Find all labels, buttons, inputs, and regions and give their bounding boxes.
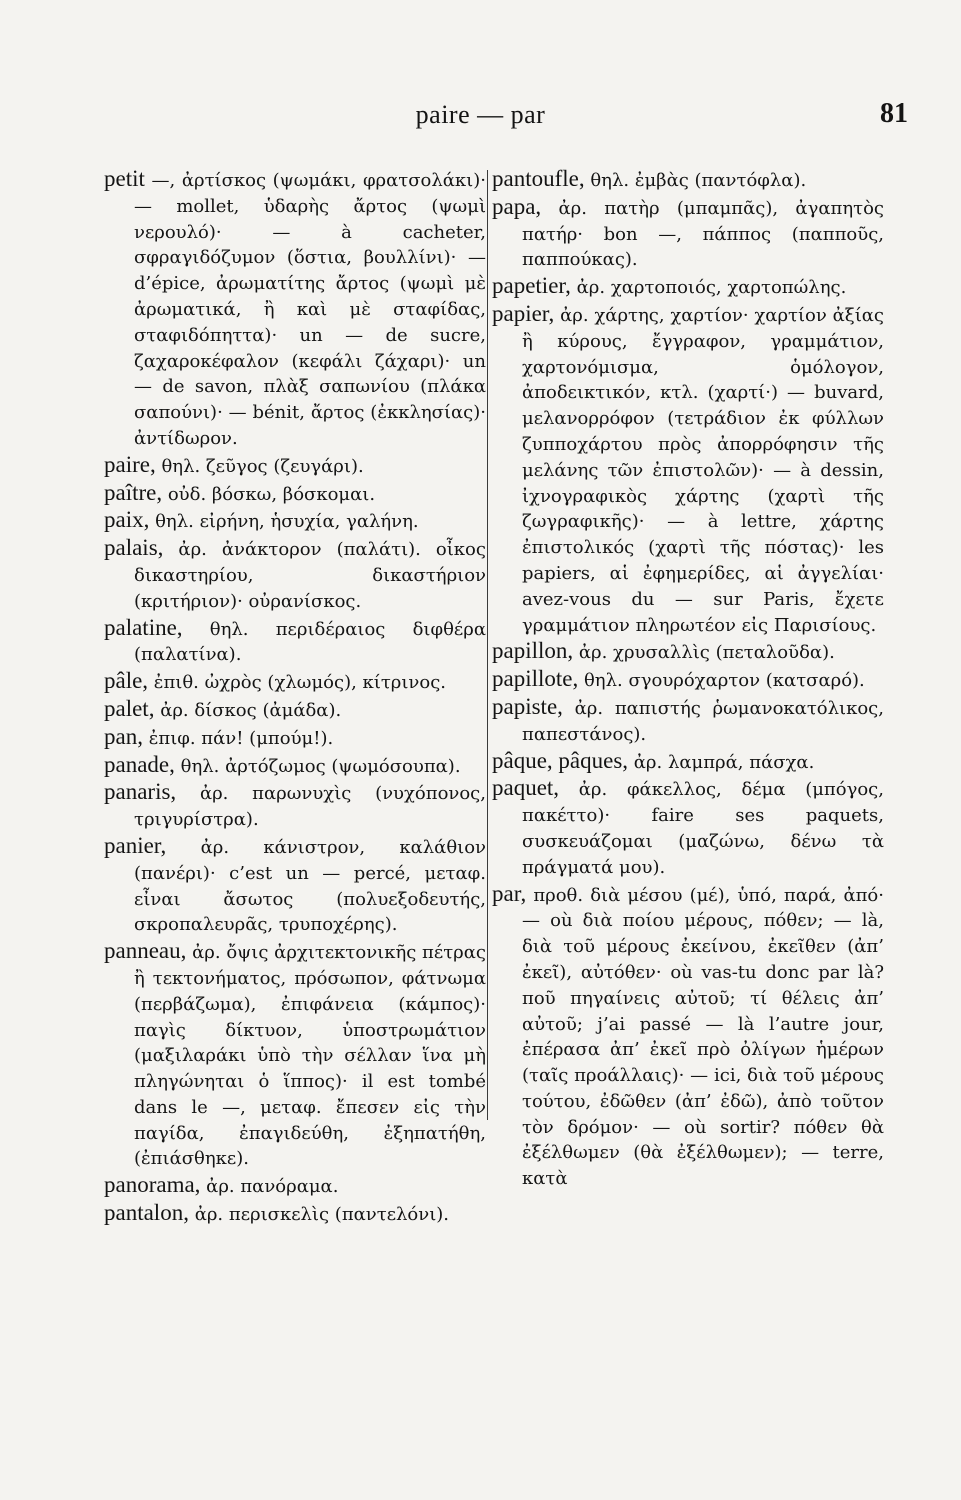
definition: ἀρ. παπιστής ῥωμανοκατόλικος, παπεστάνος).: [522, 697, 884, 745]
headword: papillon,: [492, 638, 574, 664]
definition: προθ. διὰ μέσου (μέ), ὑπό, παρά, ἀπό· — où διὰ ποίου μέρους, πόθεν; — là, διὰ τοῦ μέρους ἐκείνου, ἐκεῖθεν (ἀπ’ ἐκεῖ), αὐτόθεν· où vas-tu donc par là? ποῦ πηγαίνεις αὐτοῦ; τί θέλεις ἀπ’ αὐτοῦ; j’ai passé — là l’autre jour, ἐπέρασα ἀπ’ ἐκεῖ πρὸ ὀλίγων ἡμέρων (ταῖς προάλλαις)· — ici, διὰ τοῦ μέρους τούτου, ἐδῶθεν (ἀπ’ ἐδῶ), ἀπὸ τοῦτον τὸν δρόμον· — où sortir? πόθεν θὰ ἐξέλθωμεν (θὰ ἐξέλθωμεν); — terre, κατὰ: [522, 884, 884, 1190]
headword: panorama,: [104, 1172, 201, 1198]
definition: ἀρ. φάκελλος, δέμα (μπόγος, πακέττο)· faire ses paquets, συσκευάζομαι (μαζώνω, δένω τὰ πράγματά μου).: [522, 779, 884, 878]
definition: ἀρ. ὄψις ἀρχιτεκτονικῆς πέτρας ἢ τεκτονήματος, πρόσωπον, φάτνωμα (περβάζωμα), ἐπιφάνεια (κάμπος)· παγὶς δίκτυον, ὑποστρωμάτιον (μαξιλαράκι ὑπὸ τὴν σέλλαν ἵνα μὴ πληγώνηται ὁ ἵππος)· il est tombé dans le —, μεταφ. ἔπεσεν εἰς τὴν παγίδα, ἐπαγιδεύθη, ἐξηπατήθη, (ἐπιάσθηκε).: [134, 942, 486, 1170]
entry-palet: [104, 696, 486, 724]
entry-pan: [104, 724, 486, 752]
definition: ἀρ. παρωνυχὶς (νυχόπονος, τριγυρίστρα).: [134, 783, 486, 831]
definition: ἀρ. πατὴρ (μπαμπᾶς), ἀγαπητὸς πατήρ· bon —, πάππος (παπποῦς, παππούκας).: [522, 197, 884, 271]
headword: papillote,: [492, 666, 579, 692]
entry-panneau: [104, 938, 486, 1172]
definition: ἀρ. χάρτης, χαρτίον· χαρτίον ἀξίας ἢ κύρους, ἔγγραφον, γραμμάτιον, χαρτονόμισμα, ὁμόλογον, ἀποδεικτικόν, κτλ. (χαρτί·) — buvard, μελανορρόφον (τετράδιον ἐκ φύλλων ζυπποχάρτου πρὸς ἀπορρόφησιν τῆς μελάνης τῶν ἐπιστολῶν)· — à dessin, ἰχνογραφικὸς χάρτης (χαρτὶ τῆς ζωγραφικῆς)· — à lettre, χάρτης ἐπιστολικός (χαρτὶ τῆς πόστας)· les papiers, αἱ ἐφημερίδες, αἱ ἀγγελίαι· avez-vous du — sur Paris, ἔχετε γραμμάτιον πληρωτέον εἰς Παρισίους.: [522, 304, 884, 636]
headword: palet,: [104, 695, 155, 721]
entry-papa: [492, 194, 884, 273]
definition: θηλ. περιδέραιος διφθέρα (παλατίνα).: [134, 618, 486, 666]
headword: panade,: [104, 751, 175, 777]
page-number: 81: [880, 98, 908, 129]
headword: pan,: [104, 723, 143, 749]
definition: θηλ. ἐμβὰς (παντόφλα).: [590, 170, 807, 191]
headword: pâque, pâques,: [492, 747, 629, 773]
headword: papiste,: [492, 693, 563, 719]
definition: ἀρ. περισκελὶς (παντελόνι).: [194, 1204, 450, 1226]
headword: papetier,: [492, 273, 571, 299]
headword: paître,: [104, 479, 163, 505]
headword: papier,: [492, 300, 555, 326]
definition: ἀρ. χαρτοποιός, χαρτοπώλης.: [576, 277, 847, 299]
left-column: [104, 166, 486, 1228]
entry-palatine: [104, 615, 486, 669]
entry-papetier: [492, 273, 884, 301]
entry-papillote: [492, 666, 884, 694]
definition: ἀρ. λαμπρά, πάσχα.: [633, 751, 815, 773]
entry-paque: [492, 748, 884, 776]
headword: pâle,: [104, 668, 149, 694]
entry-palais: [104, 535, 486, 614]
entry-panorama: [104, 1172, 486, 1200]
definition: θηλ. ἀρτόζωμος (ψωμόσουπα).: [180, 755, 461, 777]
entry-paire: [104, 452, 486, 480]
definition: ἐπιθ. ὠχρὸς (χλωμός), κίτρινος.: [153, 672, 447, 694]
right-column: [492, 166, 884, 1192]
definition: —, ἀρτίσκος (ψωμάκι, φρατσολάκι)· — mollet, ὑδαρὴς ἄρτος (ψωμὶ νερουλό)· — à cacheter, σφραγιδόζυμον (ὅστια, βουλλίνι)· — d’épice, ἀρωματίτης ἄρτος (ψωμὶ μὲ ἀρωματικά, ἢ καὶ μὲ σταφίδας, σταφιδόπηττα)· un — de sucre, ζαχαροκέφαλον (κεφάλι ζάχαρι)· un — de savon, πλὰξ σαπωνίου (πλάκα σαπούνι)· — bénit, ἄρτος (ἐκκλησίας)· ἀντίδωρον.: [134, 170, 486, 449]
headword: panneau,: [104, 938, 187, 964]
entry-paitre: [104, 480, 486, 508]
entry-paquet: [492, 775, 884, 880]
entry-papier: [492, 301, 884, 638]
definition: θηλ. εἰρήνη, ἡσυχία, γαλήνη.: [155, 511, 419, 533]
headword: palatine,: [104, 614, 183, 640]
entry-papiste: [492, 694, 884, 748]
headword: panaris,: [104, 779, 177, 805]
entry-par: [492, 881, 884, 1193]
running-header: paire — par: [415, 100, 546, 129]
entry-papillon: [492, 638, 884, 666]
entry-pale: [104, 668, 486, 696]
definition: ἀρ. ἀνάκτορον (παλάτι). οἶκος δικαστηρίου, δικαστήριον (κριτήριον)· οὐρανίσκος.: [134, 539, 486, 612]
entry-pantoufle: [492, 166, 884, 194]
definition: οὐδ. βόσκω, βόσκομαι.: [167, 483, 376, 505]
entry-pantalon: [104, 1200, 486, 1228]
headword: pantalon,: [104, 1200, 189, 1226]
headword: papa,: [492, 193, 542, 219]
entry-petit: [104, 166, 486, 452]
headword: palais,: [104, 535, 164, 561]
headword: pantoufle,: [492, 166, 585, 191]
definition: θηλ. σγουρόχαρτον (κατσαρό).: [583, 670, 865, 692]
definition: ἐπιφ. πάν! (μπούμ!).: [148, 727, 334, 749]
definition: ἀρ. χρυσαλλὶς (πεταλοῦδα).: [578, 642, 835, 664]
definition: ἀρ. πανόραμα.: [206, 1176, 339, 1198]
definition: ἀρ. δίσκος (ἀμάδα).: [160, 699, 342, 721]
headword: panier,: [104, 832, 167, 858]
definition: ἀρ. κάνιστρον, καλάθιον (πανέρι)· c’est un — percé, μεταφ. εἶναι ἄσωτος (πολυεξοδευτής, σκροπαλευρᾶς, τρυποχέρης).: [134, 836, 486, 936]
headword: par,: [492, 880, 527, 906]
entry-paix: [104, 507, 486, 535]
headword: paix,: [104, 507, 150, 533]
definition: θηλ. ζεῦγος (ζευγάρι).: [161, 455, 364, 477]
entry-panier: [104, 833, 486, 938]
entry-panade: [104, 752, 486, 780]
column-divider: [487, 170, 488, 1120]
headword: petit: [104, 166, 145, 191]
headword: paquet,: [492, 775, 560, 801]
entry-panaris: [104, 779, 486, 833]
headword: paire,: [104, 451, 156, 477]
